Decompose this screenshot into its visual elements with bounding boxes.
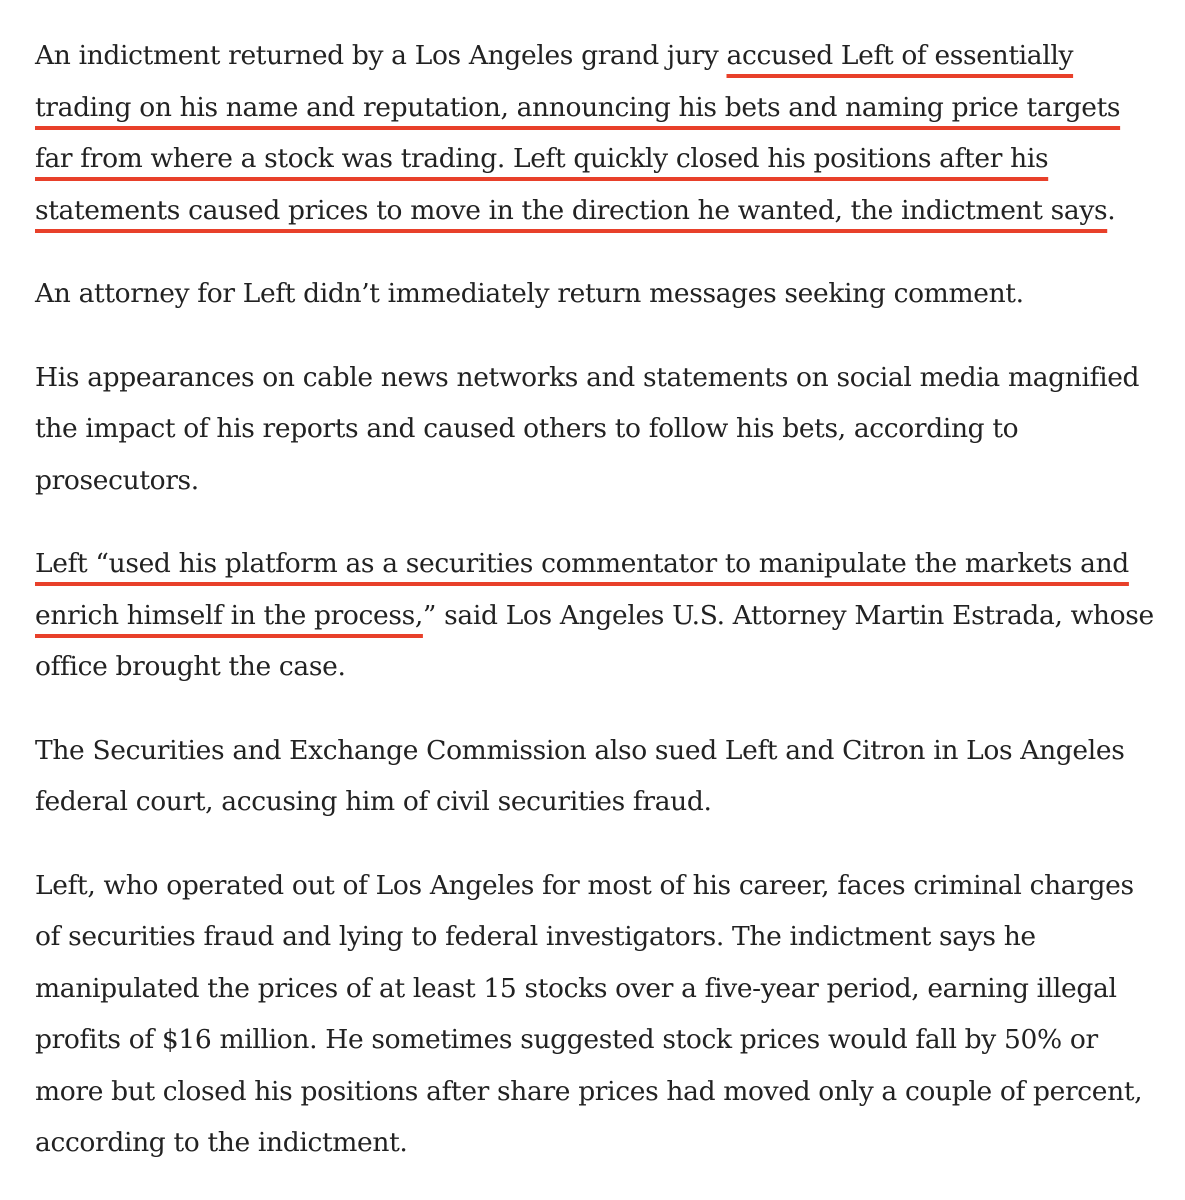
highlighted-passage: Left “used his platform as a securities commentator to manipulate the markets and enrich himself in the process, (35, 548, 1129, 631)
paragraph-text: An indictment returned by a Los Angeles grand jury (35, 40, 727, 71)
paragraph-text: . (1107, 194, 1116, 226)
paragraph-attorney (35, 268, 1165, 320)
paragraph-charges (35, 860, 1165, 1169)
paragraph-text: His appearances on cable news networks and statements on social media magnified the impact of his reports and caused others to follow his bets, according to prosecutors. (35, 361, 1140, 496)
paragraph-indictment (35, 30, 1165, 236)
highlighted-passage: accused Left of essentially trading on his name and reputation, announcing his bets and naming price targets far from where a stock was trading. Left quickly closed his positions after his statements caused prices to move in the direction he wanted, the indictment says (35, 40, 1121, 226)
paragraph-text: An attorney for Left didn’t immediately return messages seeking comment. (35, 278, 1024, 309)
paragraph-quote (35, 538, 1165, 693)
paragraph-text: ” said Los Angeles U.S. Attorney Martin Estrada, whose office brought the case. (35, 599, 1154, 682)
paragraph-sec (35, 725, 1165, 828)
paragraph-text: Left, who operated out of Los Angeles for most of his career, faces criminal charges of securities fraud and lying to federal investigators. The indictment says he manipulated the prices of at least 15 stocks over a five-year period, earning illegal profits of $16 million. He sometimes suggested stock prices would fall by 50% or more but closed his positions after share prices had moved only a couple of percent, according to the indictment. (35, 869, 1143, 1158)
paragraph-appearances (35, 352, 1165, 507)
paragraph-text: The Securities and Exchange Commission also sued Left and Citron in Los Angeles federal court, accusing him of civil securities fraud. (35, 734, 1125, 817)
